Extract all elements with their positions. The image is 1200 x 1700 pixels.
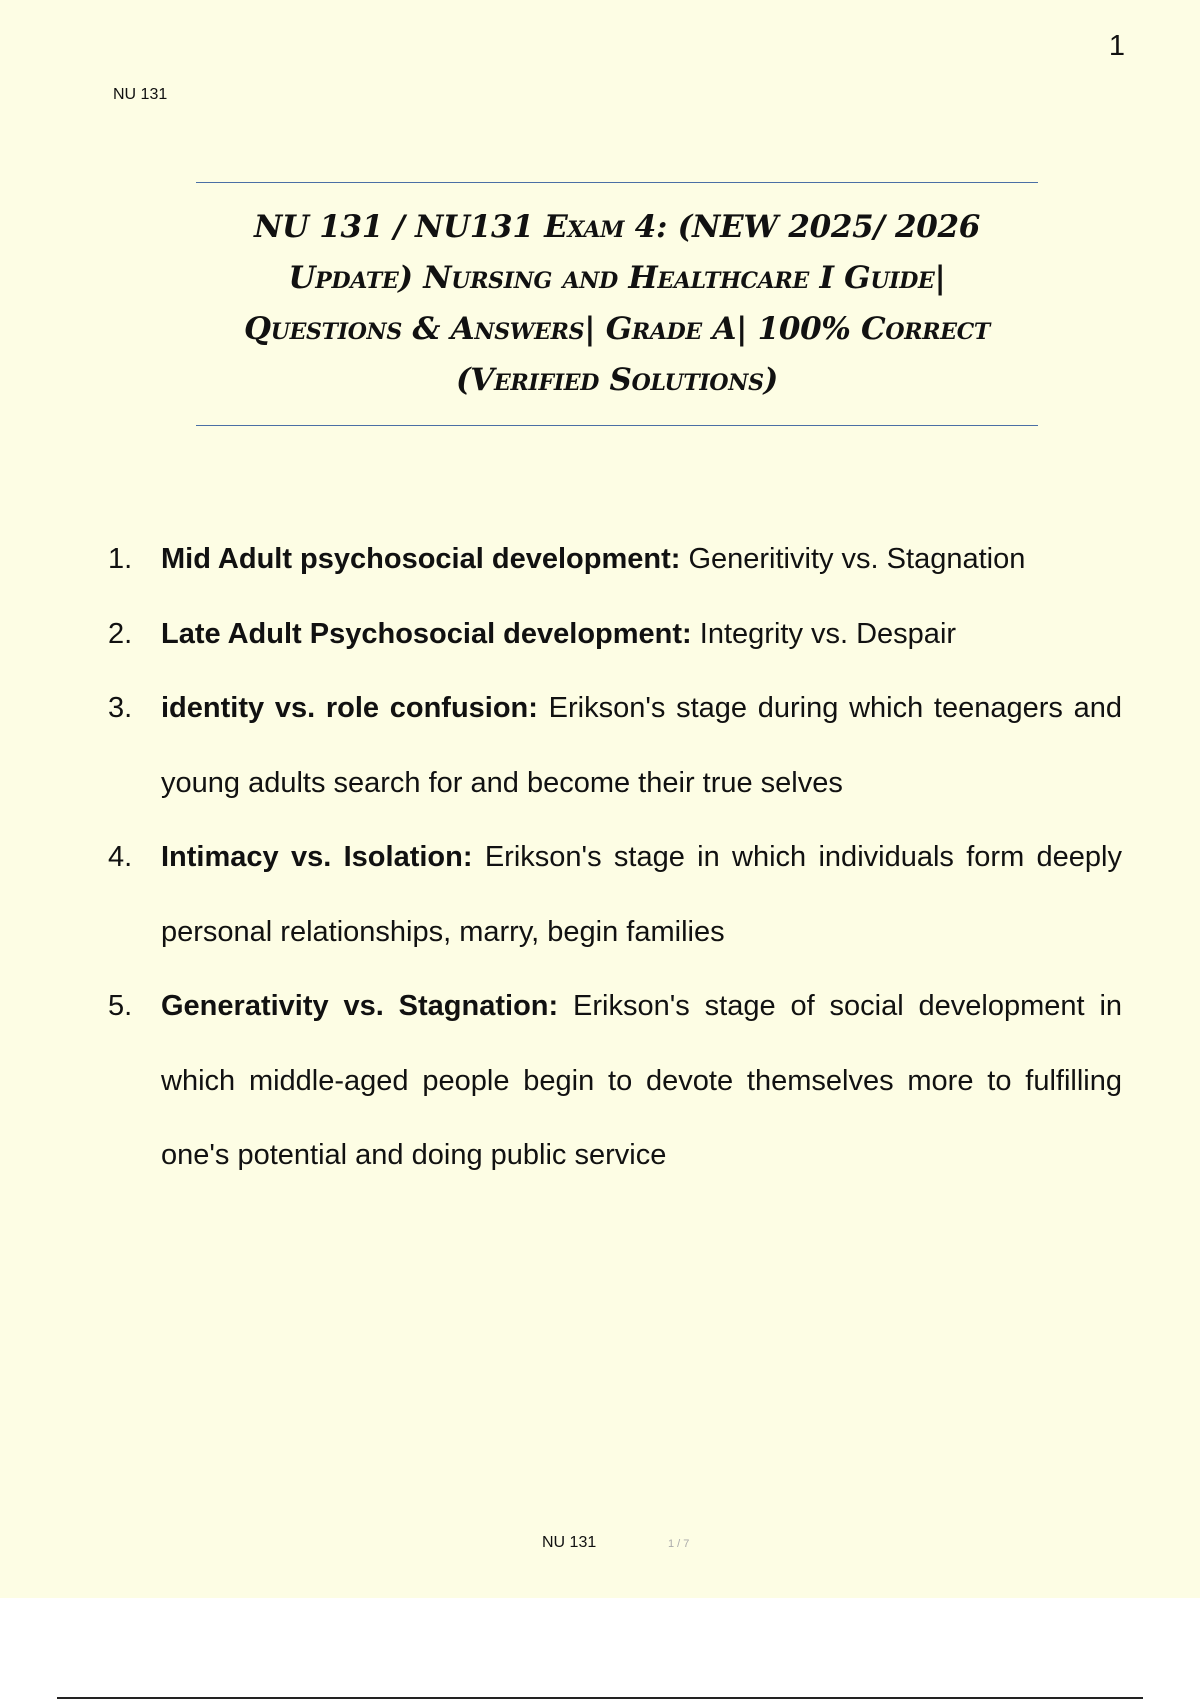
item-definition: Integrity vs. Despair <box>699 617 957 650</box>
list-item <box>108 522 1122 597</box>
header-course-code: NU 131 <box>113 86 168 103</box>
item-term: Late Adult Psychosocial development: <box>161 617 692 650</box>
item-term: Generativity vs. Stagnation: <box>161 990 559 1022</box>
item-term: Intimacy vs. Isolation: <box>161 841 473 873</box>
item-definition: Erikson's stage during which teenagers and young adults search for and become their true selves <box>161 692 1122 799</box>
item-definition: Generitivity vs. Stagnation <box>688 543 1026 575</box>
item-term: Mid Adult psychosocial development: <box>161 543 681 575</box>
item-number: 2. <box>108 617 133 650</box>
list-item <box>108 597 1122 672</box>
document-title: NU 131 / NU131 Exam 4: (NEW 2025/ 2026 Update) Nursing and Healthcare I Guide| Questions & Answers| Grade A| 100% Correct (Verified Solutions) <box>243 209 990 398</box>
item-number: 5. <box>108 990 133 1022</box>
list-item <box>108 969 1122 1193</box>
footer-page-indicator: 1 / 7 <box>668 1538 690 1550</box>
footer-course-code: NU 131 <box>542 1534 597 1551</box>
item-number: 4. <box>108 841 133 873</box>
list-item <box>108 820 1122 969</box>
page-number: 1 <box>1108 30 1125 62</box>
item-number: 3. <box>108 692 133 724</box>
item-number: 1. <box>108 543 133 575</box>
list-item <box>108 671 1122 820</box>
title-block <box>196 182 1038 426</box>
bottom-divider <box>57 1697 1143 1699</box>
item-term: identity vs. role confusion: <box>161 692 538 724</box>
item-definition: Erikson's stage in which individuals form deeply personal relationships, marry, begin families <box>161 841 1122 948</box>
item-definition: Erikson's stage of social development in which middle-aged people begin to devote themselves more to fulfilling one's potential and doing public service <box>161 990 1123 1171</box>
question-answer-list <box>108 522 1122 1193</box>
